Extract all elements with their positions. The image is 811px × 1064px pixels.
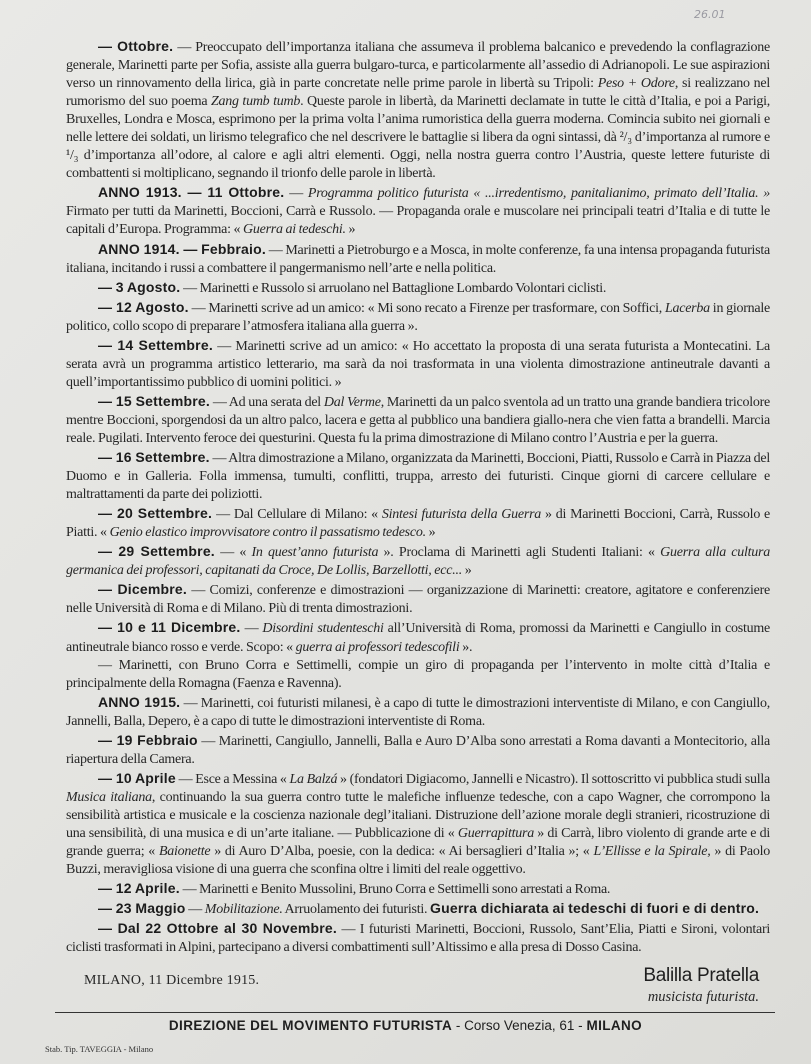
entry-heading: — 10 Aprile <box>98 769 176 786</box>
footer-organization: DIREZIONE DEL MOVIMENTO FUTURISTA <box>168 1018 453 1034</box>
entry-text: — Dal Cellulare di Milano: « <box>212 507 382 523</box>
entry-heading: — 10 e 11 Dicembre. <box>98 619 241 636</box>
entry-title-italic: Genio elastico improvvisatore contro il passatismo tedesco. <box>109 525 426 541</box>
document-body <box>66 37 770 957</box>
entry-title-italic: Peso + Odore <box>597 76 675 92</box>
entry-text: ». Proclama di Marinetti agli Studenti Italiani: « <box>378 545 661 561</box>
entry-text: — <box>185 902 205 918</box>
entry-title-italic: Programma politico futurista « ...irredentismo, panitalianimo, primato dell’Italia. » <box>307 186 771 202</box>
entry-text: Firmato per tutti da Marinetti, Boccioni, Carrà e Russolo. — Propaganda orale e muscolare nei principali teatri d’Italia e di tutte le capitali d’Europa. Programma: « <box>66 204 770 238</box>
entry-heading: ANNO 1913. — 11 Ottobre. <box>98 184 285 201</box>
chronology-entry <box>66 693 770 731</box>
entry-text: ». <box>459 639 473 655</box>
entry-text: — Comizi, conferenze e dimostrazioni — organizzazione di Marinetti: creatore, agitatore e conferenziere nelle Università di Roma e di Milano. Più di trenta dimostrazioni. <box>66 583 771 617</box>
entry-heading: — 20 Settembre. <box>98 505 213 522</box>
entry-title-italic: In quest’anno futurista <box>251 545 379 561</box>
entry-heading: — 3 Agosto. <box>98 278 181 295</box>
entry-text: — <box>240 621 263 637</box>
entry-heading: — 16 Settembre. <box>98 449 210 466</box>
entry-title-italic: L’Ellisse e la Spirale, <box>593 844 711 860</box>
entry-text: » <box>345 222 356 238</box>
entry-heading: ANNO 1915. <box>98 693 181 710</box>
chronology-entry <box>66 580 770 618</box>
entry-title-italic: Disordini studenteschi <box>262 621 384 637</box>
chronology-entry <box>66 298 770 336</box>
entry-text: , si realizzano nel rumorismo del suo poema <box>66 76 771 110</box>
chronology-entry <box>66 899 770 919</box>
entry-text: — Marinetti e Benito Mussolini, Bruno Corra e Settimelli sono arrestati a Roma. <box>179 882 611 898</box>
entry-text: Arruolamento dei futuristi. <box>282 902 431 918</box>
entry-title-italic: guerra ai professori tedescofili <box>295 639 460 655</box>
entry-heading: — Dicembre. <box>98 581 187 598</box>
entry-text: » di Marinetti Boccioni, Carrà, Russolo e Piatti. « <box>66 507 771 541</box>
chronology-entry <box>66 618 770 656</box>
chronology-entry <box>66 392 770 448</box>
entry-title-italic: Guerrapittura <box>457 825 534 841</box>
entry-text: — Marinetti a Pietroburgo e a Mosca, in molte conferenze, fa una intensa propaganda futurista italiana, incitando i russi a combattere il pangermanismo nell’arte e nella politica. <box>66 242 770 276</box>
chronology-entry <box>66 769 770 879</box>
entry-heading: — 29 Settembre. <box>98 543 215 560</box>
entry-title-italic: Mobilitazione. <box>204 902 283 918</box>
entry-title-italic: Baionette <box>158 844 211 860</box>
entry-text: » (fondatori Digiacomo, Jannelli e Nicastro). Il sottoscritto vi pubblica studi sulla <box>337 771 770 787</box>
entry-text: — Preoccupato dell’importanza italiana che assumeva il problema balcanico e prevedendo la conflagrazione generale, Marinetti parte per Sofia, assiste alla guerra bulgaro-turca, e particolarmente all’assedio di Adrianopoli. Le sue aspirazioni verso un rinnovamento della lirica, già in parte concretate nelle prime parole in libertà su Tripoli: <box>66 40 770 92</box>
entry-heading: ANNO 1914. — Febbraio. <box>98 240 266 257</box>
entry-heading: — 23 Maggio <box>98 900 186 917</box>
chronology-entry <box>66 240 770 278</box>
entry-text: » <box>461 563 472 579</box>
footer-divider <box>55 1012 775 1013</box>
chronology-entry <box>66 183 770 239</box>
chronology-entry <box>66 504 770 542</box>
chronology-entry <box>66 278 770 298</box>
chronology-entry <box>66 542 770 580</box>
entry-text: , continuando la sua guerra contro tutte le malefiche influenze tedesche, con a capo Wagner, che corrompono la sensibilità artistica e musicale e la coscienza nazionale degl’italiani. Distruzione dell’azione morale degli stranieri, ricostruzione di una sensibilità, di una musica e di un’arte italiane. — Pubblicazione di « <box>66 789 771 841</box>
entry-text: in giornale politico, collo scopo di preparare l’atmosfera italiana alla guerra ». <box>66 300 770 334</box>
chronology-entry <box>66 657 770 693</box>
entry-text: — <box>284 186 308 202</box>
entry-text: — Altra dimostrazione a Milano, organizzata da Marinetti, Boccioni, Piatti, Russolo e Carrà in Piazza del Duomo e in Galleria. Folla immensa, tumulti, conflitti, truppa, arresto dei futuristi. Cinque giorni di carcere cellulare e maltrattamenti da parte dei poliziotti. <box>66 451 770 503</box>
entry-text: — Marinetti, coi futuristi milanesi, è a capo di tutte le dimostrazioni interventiste di Milano, e con Cangiullo, Jannelli, Balla, Depero, è a capo di tutte le dimostrazioni interventiste di Roma. <box>66 695 770 729</box>
entry-text: » di Carrà, libro violento di grande arte e di grande guerra; « <box>66 825 771 860</box>
entry-text: , Marinetti da un palco sventola ad un tratto una grande bandiera tricolore mentre Boccioni, sporgendosi da un altro palco, lacera e getta al pubblico una bandiera giallo-nera che vien fatta a brandelli. Marcia reale. Pugilati. Intervento feroce dei questurini. Questa fu la prima dimostrazione di Milano contro l’Austria e per la guerra. <box>66 394 770 446</box>
chronology-entry <box>66 919 770 957</box>
chronology-entry <box>66 448 770 504</box>
entry-text: — Marinetti scrive ad un amico: « Ho accettato la proposta di una serata futurista a Montecatini. La serata avrà un programma artistico letterario, ma sarà da noi trasformata in una violenta dimostrazione antineutrale davanti a quell’importantissimo pubblico di uomini politici. » <box>66 338 771 390</box>
entry-text: — Marinetti scrive ad un amico: « Mi sono recato a Firenze per trasformare, con Soffici, <box>188 300 665 316</box>
entry-title-italic: Musica italiana <box>66 789 152 805</box>
entry-title-italic: La Balzá <box>289 771 338 787</box>
printer-credit: Stab. Tip. TAVEGGIA - Milano <box>45 1044 154 1055</box>
chronology-entry <box>66 336 770 392</box>
entry-text: » di Paolo Buzzi, meravigliosa visione di una guerra che sconfina oltre i limiti del reale oggettivo. <box>66 844 770 878</box>
entry-heading: — 15 Settembre. <box>98 392 210 409</box>
entry-title-italic: Dal Verme <box>323 394 381 410</box>
signature-block <box>643 965 759 1006</box>
chronology-entry <box>66 731 770 769</box>
entry-title-italic: Zang tumb tumb <box>210 94 301 110</box>
entry-heading: — Dal 22 Ottobre al 30 Novembre. <box>98 920 337 937</box>
entry-title-italic: Guerra alla cultura germanica dei professori, capitanati da Croce, De Lollis, Barzellotti, ecc... <box>66 545 771 579</box>
entry-text: » di Auro D’Alba, poesie, con la dedica: « Ai bersaglieri d’Italia »; « <box>210 844 594 860</box>
entry-heading: — 12 Aprile. <box>98 880 180 897</box>
footer-address: - Corso Venezia, 61 - <box>452 1018 587 1034</box>
closing-block <box>84 965 759 1006</box>
entry-text: — Esce a Messina « <box>175 771 290 787</box>
entry-text: — Marinetti, con Bruno Corra e Settimelli, compie un giro di propaganda per l’intervento in molte città d’Italia e principalmente della Romagna (Faenza e Ravenna). <box>66 657 770 691</box>
entry-text: all’Università di Roma, promossi da Marinetti e Cangiullo in costume antineutrale bianco rosso e verde. Scopo: « <box>66 621 770 655</box>
entry-heading: — 19 Febbraio <box>98 731 198 748</box>
footer-city: MILANO <box>586 1018 643 1034</box>
entry-text: — I futuristi Marinetti, Boccioni, Russolo, Sant’Elia, Piatti e Sironi, volontari ciclisti trasformati in Alpini, partecipano a diversi combattimenti sull’Altissimo e alla presa di Dosso Casina. <box>66 922 770 956</box>
entry-text: . Queste parole in libertà, da Marinetti declamate in tutte le città d’Italia, e poi a Parigi, Bruxelles, Londra e Mosca, esprimono per la prima volta l’anima rumoristica della guerra moderna. Comincia subito nei giornali e nelle lettere dei soldati, un lirismo telegrafico che nel descrivere le battaglie si libera da ogni sintassi, dà ²/₃ d’importanza al rumore e ¹/₃ d’importanza all’odore, al calore e agli altri elementi. Oggi, nella nostra guerra contro l’Austria, queste lettere futuriste di combattenti si moltiplicano, segnando il trionfo delle parole in libertà. <box>66 94 770 182</box>
entry-heading: — Ottobre. <box>98 38 174 54</box>
entry-title-italic: Lacerba <box>664 300 710 316</box>
entry-heading: Guerra dichiarata ai tedeschi di fuori e di dentro. <box>430 900 760 917</box>
entry-heading: — 14 Settembre. <box>98 336 213 353</box>
signature-name: Balilla Pratella <box>643 965 759 987</box>
entry-title-italic: Guerra ai tedeschi. <box>243 222 346 238</box>
handwritten-annotation: 26.01 <box>694 8 726 21</box>
document-date: MILANO, 11 Dicembre 1915. <box>84 973 260 989</box>
entry-text: — Marinetti, Cangiullo, Jannelli, Balla e Auro D’Alba sono arrestati a Roma davanti a Montecitorio, alla riapertura della Camera. <box>66 733 770 767</box>
signature-role: musicista futurista. <box>647 989 759 1006</box>
entry-text: » <box>425 525 436 541</box>
entry-text: — Marinetti e Russolo si arruolano nel Battaglione Lombardo Volontari ciclisti. <box>180 280 607 296</box>
entry-text: — « <box>214 545 252 561</box>
chronology-entry <box>66 879 770 899</box>
footer-imprint <box>0 1017 811 1034</box>
chronology-entry <box>66 37 770 183</box>
entry-heading: — 12 Agosto. <box>98 298 189 315</box>
entry-text: — Ad una serata del <box>209 394 324 410</box>
entry-title-italic: Sintesi futurista della Guerra <box>381 507 542 523</box>
